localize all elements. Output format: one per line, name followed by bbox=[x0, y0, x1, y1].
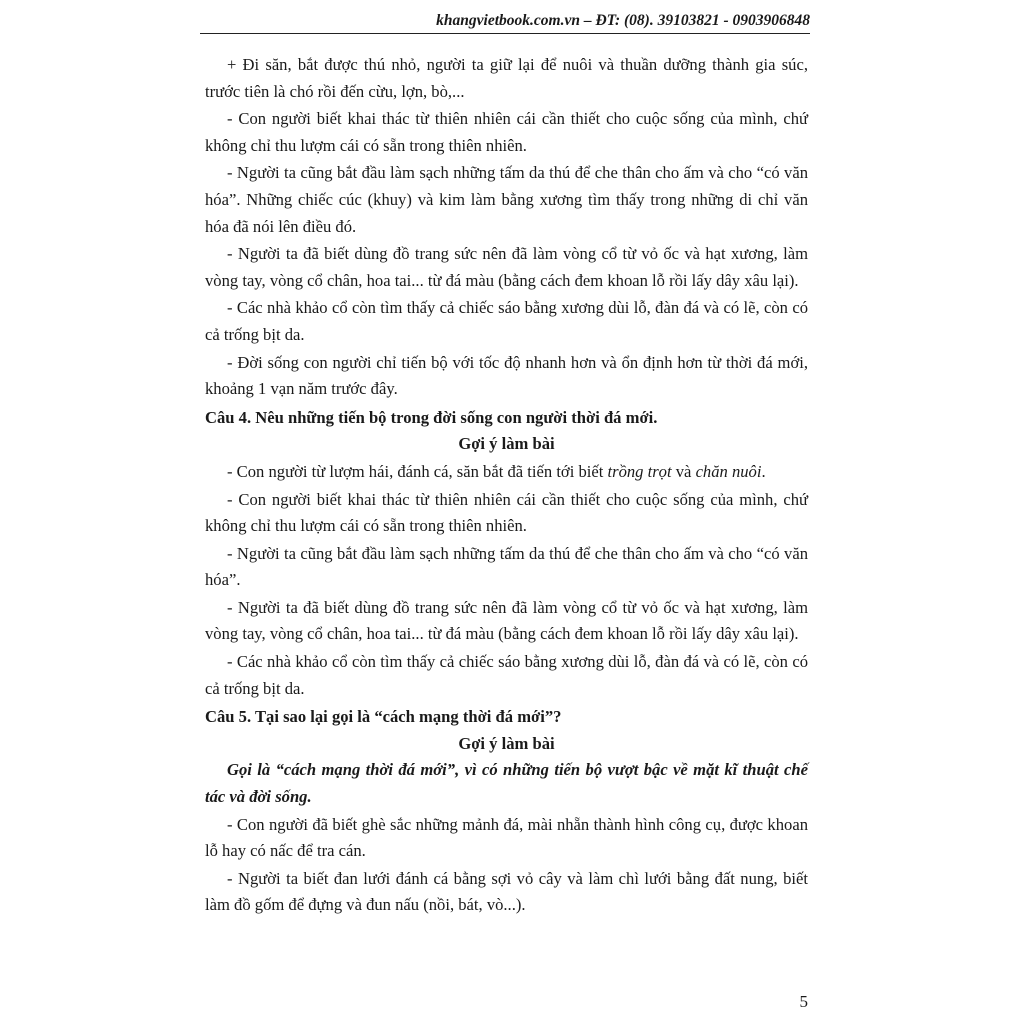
question-4-hint-heading: Gợi ý làm bài bbox=[458, 434, 555, 454]
question-5-hint-heading: Gợi ý làm bài bbox=[458, 733, 555, 753]
paragraph: - Người ta cũng bắt đầu làm sạch những tấm da thú để che thân cho ấm và cho “có văn hóa”. bbox=[205, 543, 808, 590]
paragraph: - Người ta cũng bắt đầu làm sạch những tấm da thú để che thân cho ấm và cho “có văn hóa”. Những chiếc cúc (khuy) và kim làm bằng xương tìm thấy trong những di chỉ văn hóa đã nói lên điều đó. bbox=[205, 163, 808, 236]
question-5-title: Câu 5. Tại sao lại gọi là “cách mạng thời đá mới”? bbox=[205, 707, 562, 727]
paragraph: - Con người đã biết ghè sắc những mảnh đá, mài nhẵn thành hình công cụ, được khoan lỗ hay có nấc để tra cán. bbox=[205, 814, 808, 861]
question-5-intro: Gọi là “cách mạng thời đá mới”, vì có những tiến bộ vượt bậc về mặt kĩ thuật chế tác và đời sống. bbox=[205, 760, 808, 807]
paragraph: + Đi săn, bắt được thú nhỏ, người ta giữ lại để nuôi và thuần dưỡng thành gia súc, trước tiên là chó rồi đến cừu, lợn, bò,... bbox=[205, 55, 808, 101]
text-run: . bbox=[761, 461, 766, 481]
paragraph bbox=[205, 459, 808, 486]
paragraph: - Đời sống con người chỉ tiến bộ với tốc độ nhanh hơn và ổn định hơn từ thời đá mới, khoảng 1 vạn năm trước đây. bbox=[205, 352, 808, 399]
text-run: - Con người từ lượm hái, đánh cá, săn bắt đã tiến tới biết bbox=[227, 461, 608, 481]
paragraph: - Các nhà khảo cổ còn tìm thấy cả chiếc sáo bằng xương dùi lỗ, đàn đá và có lẽ, còn có cả trống bịt da. bbox=[205, 298, 808, 344]
text-run: và bbox=[671, 461, 696, 481]
emphasis-text: chăn nuôi bbox=[695, 461, 762, 481]
page-number: 5 bbox=[799, 992, 808, 1011]
question-4-title: Câu 4. Nêu những tiến bộ trong đời sống con người thời đá mới. bbox=[205, 407, 658, 427]
paragraph: - Các nhà khảo cổ còn tìm thấy cả chiếc sáo bằng xương dùi lỗ, đàn đá và có lẽ, còn có cả trống bịt da. bbox=[205, 652, 808, 698]
emphasis-text: trồng trọt bbox=[607, 461, 672, 481]
page-body bbox=[205, 52, 808, 919]
paragraph: - Con người biết khai thác từ thiên nhiên cái cần thiết cho cuộc sống của mình, chứ không chỉ thu lượm cái có sẵn trong thiên nhiên. bbox=[205, 489, 808, 536]
paragraph: - Con người biết khai thác từ thiên nhiên cái cần thiết cho cuộc sống của mình, chứ không chỉ thu lượm cái có sẵn trong thiên nhiên. bbox=[205, 109, 808, 155]
paragraph: - Người ta đã biết dùng đồ trang sức nên đã làm vòng cổ từ vỏ ốc và hạt xương, làm vòng tay, vòng cổ chân, hoa tai... từ đá màu (bằng cách đem khoan lỗ rồi lấy dây xâu lại). bbox=[205, 244, 808, 290]
paragraph: - Người ta đã biết dùng đồ trang sức nên đã làm vòng cổ từ vỏ ốc và hạt xương, làm vòng tay, vòng cổ chân, hoa tai... từ đá màu (bằng cách đem khoan lỗ rồi lấy dây xâu lại). bbox=[205, 597, 808, 644]
page-header: khangvietbook.com.vn – ĐT: (08). 39103821 - 0903906848 bbox=[200, 12, 810, 34]
paragraph: - Người ta biết đan lưới đánh cá bằng sợi vỏ cây và làm chì lưới bằng đất nung, biết làm đồ gốm để đựng và đun nấu (nồi, bát, vò...). bbox=[205, 868, 808, 915]
